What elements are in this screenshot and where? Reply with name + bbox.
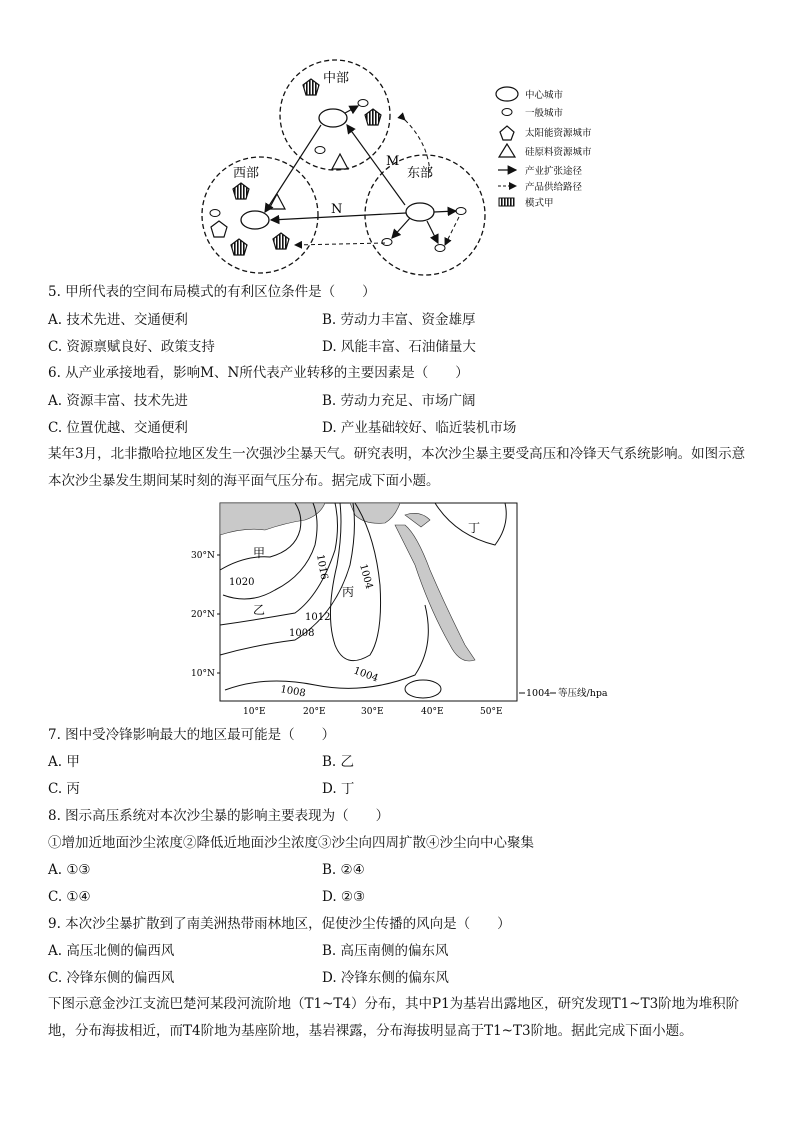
- q8-stem: 8. 图示高压系统对本次沙尘暴的影响主要表现为（ ）: [48, 808, 390, 824]
- svg-text:30°N: 30°N: [191, 551, 215, 561]
- svg-text:1012: 1012: [305, 612, 331, 623]
- q5-option-d[interactable]: D. 风能丰富、石油储量大: [322, 339, 476, 355]
- q7-option-b[interactable]: B. 乙: [322, 754, 355, 770]
- pressure-map: [185, 495, 655, 720]
- svg-text:硅原料资源城市: 硅原料资源城市: [525, 147, 592, 158]
- q9-stem: 9. 本次沙尘暴扩散到了南美洲热带雨林地区，促使沙尘传播的风向是（ ）: [48, 916, 511, 932]
- q6-stem: 6. 从产业承接地看，影响M、N所代表产业转移的主要因素是（ ）: [48, 365, 469, 381]
- region-east: 东部: [407, 166, 434, 181]
- svg-text:10°N: 10°N: [191, 669, 215, 679]
- q9-option-d[interactable]: D. 冷锋东侧的偏东风: [322, 970, 449, 986]
- region-west: 西部: [233, 166, 260, 181]
- path-label-m: M: [386, 154, 400, 169]
- industry-diagram: [195, 55, 615, 280]
- q5-option-b[interactable]: B. 劳动力丰富、资金雄厚: [322, 312, 476, 328]
- q9-option-c[interactable]: C. 冷锋东侧的偏西风: [48, 970, 175, 986]
- q7-stem: 7. 图中受冷锋影响最大的地区最可能是（ ）: [48, 727, 336, 743]
- diagram-legend: [496, 87, 592, 209]
- q7-option-d[interactable]: D. 丁: [322, 781, 355, 797]
- q6-option-a[interactable]: A. 资源丰富、技术先进: [48, 393, 188, 409]
- q9-option-a[interactable]: A. 高压北侧的偏西风: [48, 943, 175, 959]
- svg-text:10°E: 10°E: [243, 707, 266, 717]
- path-label-n: N: [331, 202, 343, 217]
- q6-option-d[interactable]: D. 产业基础较好、临近装机市场: [322, 420, 517, 436]
- q5-option-a[interactable]: A. 技术先进、交通便利: [48, 312, 188, 328]
- svg-text:50°E: 50°E: [480, 707, 503, 717]
- svg-text:1008: 1008: [289, 628, 315, 639]
- area-bing: 丙: [342, 585, 355, 599]
- q9-option-b[interactable]: B. 高压南侧的偏东风: [322, 943, 449, 959]
- area-yi: 乙: [253, 603, 266, 617]
- q6-option-c[interactable]: C. 位置优越、交通便利: [48, 420, 188, 436]
- svg-text:40°E: 40°E: [421, 707, 444, 717]
- svg-text:中心城市: 中心城市: [525, 90, 564, 101]
- intro-river-terraces: 下图示意金沙江支流巴楚河某段河流阶地（T1~T4）分布，其中P1为基岩出露地区，研究发现T1~T3阶地为堆积阶地，分布海拔相近，而T4阶地为基座阶地，基岩裸露，分布海拔明显高于T1~T3阶地。据此完成下面小题。: [48, 996, 740, 1039]
- svg-text:一般城市: 一般城市: [525, 108, 564, 119]
- intro-sandstorm: 某年3月，北非撒哈拉地区发生一次强沙尘暴天气。研究表明，本次沙尘暴主要受高压和冷锋天气系统影响。如图示意本次沙尘暴发生期间某时刻的海平面气压分布。据完成下面小题。: [48, 446, 746, 489]
- region-central: 中部: [323, 71, 350, 86]
- svg-text:太阳能资源城市: 太阳能资源城市: [525, 128, 592, 139]
- q8-statements: ①增加近地面沙尘浓度②降低近地面沙尘浓度③沙尘向四周扩散④沙尘向中心聚集: [48, 835, 534, 851]
- svg-text:1016: 1016: [314, 553, 330, 581]
- q6-option-b[interactable]: B. 劳动力充足、市场广阔: [322, 393, 476, 409]
- svg-text:20°E: 20°E: [303, 707, 326, 717]
- q5-stem: 5. 甲所代表的空间布局模式的有利区位条件是（ ）: [48, 284, 376, 300]
- svg-text:产品供给路径: 产品供给路径: [525, 182, 583, 193]
- svg-text:产业扩张途径: 产业扩张途径: [525, 166, 583, 177]
- svg-text:1008: 1008: [279, 684, 307, 700]
- svg-text:1004: 1004: [351, 665, 380, 685]
- area-jia: 甲: [253, 546, 266, 560]
- svg-text:20°N: 20°N: [191, 610, 215, 620]
- svg-text:1020: 1020: [229, 577, 255, 588]
- svg-text:模式甲: 模式甲: [525, 198, 554, 209]
- svg-text:1004: 1004: [526, 688, 551, 699]
- area-ding: 丁: [468, 521, 481, 535]
- q5-option-c[interactable]: C. 资源禀赋良好、政策支持: [48, 339, 215, 355]
- svg-text:1004: 1004: [357, 562, 375, 591]
- q8-option-b[interactable]: B. ②④: [322, 862, 365, 878]
- pressure-legend: [519, 687, 608, 699]
- svg-text:等压线/hpa: 等压线/hpa: [558, 688, 608, 699]
- q8-option-d[interactable]: D. ②③: [322, 889, 366, 905]
- q8-option-a[interactable]: A. ①③: [48, 862, 91, 878]
- q8-option-c[interactable]: C. ①④: [48, 889, 91, 905]
- svg-text:30°E: 30°E: [361, 707, 384, 717]
- q7-option-c[interactable]: C. 丙: [48, 781, 80, 797]
- q7-option-a[interactable]: A. 甲: [48, 754, 80, 770]
